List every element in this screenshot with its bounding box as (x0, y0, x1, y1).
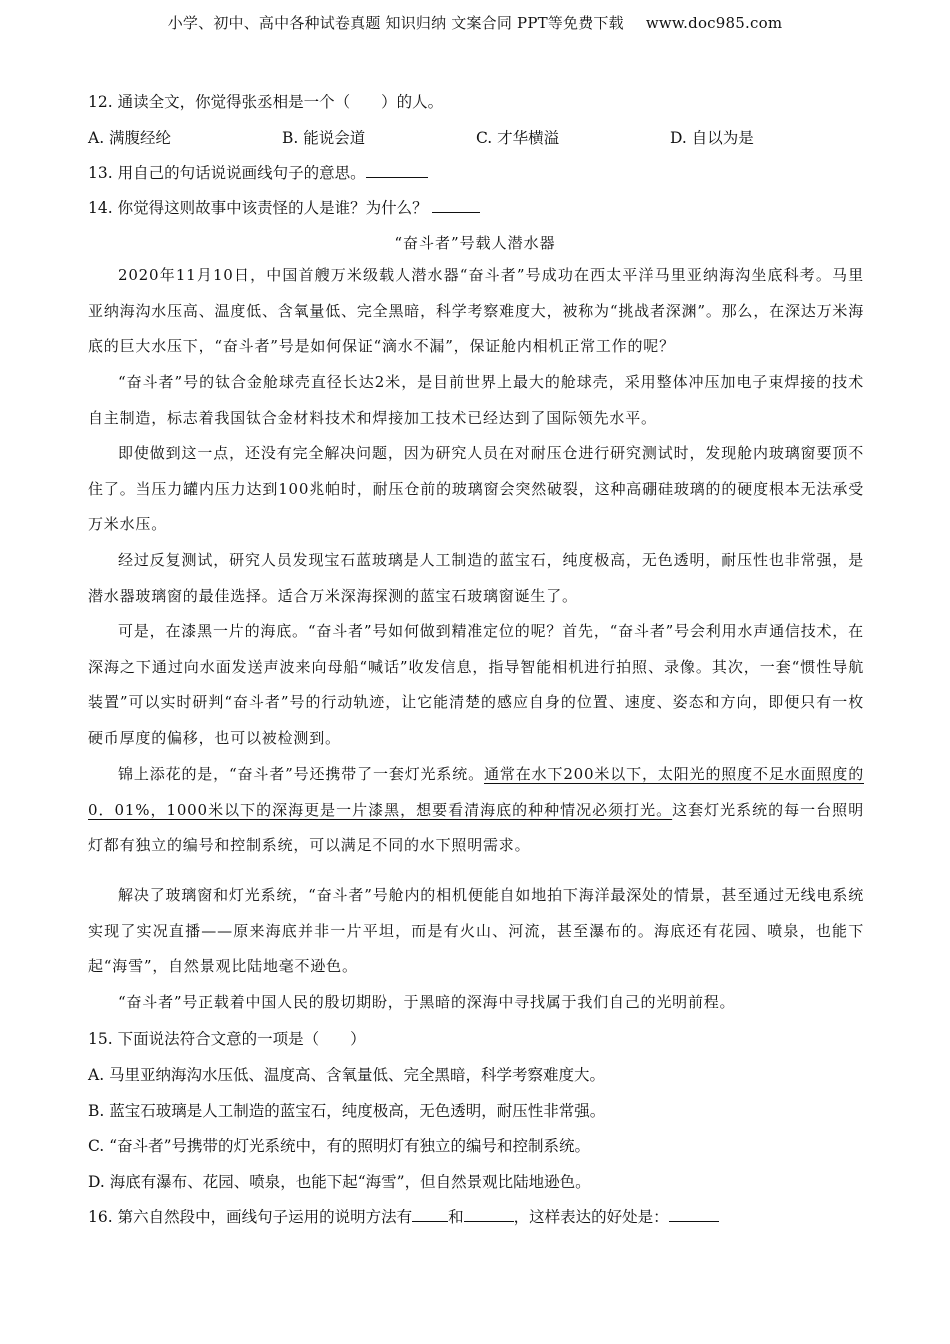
article-paragraph-3: 即使做到这一点，还没有完全解决问题，因为研究人员在对耐压仓进行研究测试时，发现舱内玻璃窗要顶不住了。当压力罐内压力达到100兆帕时，耐压仓前的玻璃窗会突然破裂，这种高硼硅玻璃的的硬度根本无法承受万米水压。 (88, 444, 864, 534)
question-12 (88, 90, 443, 112)
q12-option-d: D. 自以为是 (670, 129, 754, 147)
question-15 (88, 1027, 366, 1049)
article-paragraph-2: “奋斗者”号的钛合金舱球壳直径长达2米，是目前世界上最大的舱球壳，采用整体冲压加电子束焊接的技术自主制造，标志着我国钛合金材料技术和焊接加工技术已经达到了国际领先水平。 (88, 373, 864, 427)
underlined-sentence: 通常在水下200米以下，太阳光的照度不足水面照度的0．01%，1000米以下的深海更是一片漆黑，想要看清海底的种种情况必须打光。 (88, 765, 864, 819)
question-14 (88, 196, 480, 218)
q12-option-a: A. 满腹经纶 (88, 129, 172, 147)
q12-option-b: B. 能说会道 (282, 129, 366, 147)
question-16 (88, 1205, 719, 1227)
question-16-part2: 和 (448, 1208, 464, 1226)
paragraph-6-intro: 锦上添花的是，“奋斗者”号还携带了一套灯光系统。 (118, 765, 485, 783)
question-15-stem: 15. 下面说法符合文意的一项是（ ） (88, 1030, 366, 1048)
article-paragraph-7: 解决了玻璃窗和灯光系统，“奋斗者”号舱内的相机便能自如地拍下海洋最深处的情景，甚至通过无线电系统实现了实况直播——原来海底并非一片平坦，而是有火山、河流，甚至瀑布的。海底还有花园、喷泉，也能下起“海雪”，自然景观比陆地毫不逊色。 (88, 886, 864, 976)
answer-blank (432, 197, 480, 214)
page-header (0, 12, 950, 33)
question-16-part3: ，这样表达的好处是： (513, 1208, 669, 1226)
paragraph-6-tail: 这套灯光系统的每一台照明灯都有独立的编号和控制系统，可以满足不同的水下照明需求。 (88, 800, 864, 855)
q15-option-c: C. “奋斗者”号携带的灯光系统中，有的照明灯有独立的编号和控制系统。 (88, 1137, 591, 1155)
question-12-stem: 12. 通读全文，你觉得张丞相是一个（ ）的人。 (88, 93, 444, 111)
article-paragraph-8: “奋斗者”号正载着中国人民的殷切期盼，于黑暗的深海中寻找属于我们自己的光明前程。 (118, 993, 736, 1011)
article-paragraph-4: 经过反复测试，研究人员发现宝石蓝玻璃是人工制造的蓝宝石，纯度极高，无色透明，耐压性也非常强，是潜水器玻璃窗的最佳选择。适合万米深海探测的蓝宝石玻璃窗诞生了。 (88, 551, 864, 605)
question-16-part1: 16. 第六自然段中，画线句子运用的说明方法有 (88, 1208, 413, 1226)
question-13 (88, 161, 428, 183)
question-14-stem: 14. 你觉得这则故事中该责怪的人是谁？为什么？ (88, 199, 428, 217)
question-13-stem: 13. 用自己的句话说说画线句子的意思。 (88, 164, 366, 182)
q15-option-b: B. 蓝宝石玻璃是人工制造的蓝宝石，纯度极高，无色透明，耐压性非常强。 (88, 1102, 606, 1120)
q15-option-a: A. 马里亚纳海沟水压低、温度高、含氧量低、完全黑暗，科学考察难度大。 (88, 1066, 606, 1084)
answer-blank (464, 1206, 514, 1223)
answer-blank (669, 1206, 719, 1223)
article-paragraph-6 (88, 757, 864, 864)
article-paragraph-1: 2020年11月10日，中国首艘万米级载人潜水器“奋斗者”号成功在西太平洋马里亚纳海沟坐底科考。马里亚纳海沟水压高、温度低、含氧量低、完全黑暗，科学考察难度大，被称为“挑战者深渊”。那么，在深达万米海底的巨大水压下，“奋斗者”号是如何保证“滴水不漏”，保证舱内相机正常工作的呢？ (88, 266, 864, 356)
header-text: 小学、初中、高中各种试卷真题 知识归纳 文案合同 PPT等免费下载 (167, 14, 624, 32)
q12-option-c: C. 才华横溢 (476, 129, 560, 147)
answer-blank (366, 162, 428, 179)
answer-blank (412, 1206, 448, 1223)
q15-option-d: D. 海底有瀑布、花园、喷泉，也能下起“海雪”，但自然景观比陆地逊色。 (88, 1173, 591, 1191)
article-paragraph-5: 可是，在漆黑一片的海底。“奋斗者”号如何做到精准定位的呢？首先，“奋斗者”号会利用水声通信技术，在深海之下通过向水面发送声波来向母船“喊话”收发信息，指导智能相机进行拍照、录像。其次，一套“惯性导航装置”可以实时研判“奋斗者”号的行动轨迹，让它能清楚的感应自身的位置、速度、姿态和方向，即便只有一枚硬币厚度的偏移，也可以被检测到。 (88, 622, 864, 747)
header-site: www.doc985.com (645, 14, 783, 32)
article-title: “奋斗者”号载人潜水器 (394, 234, 556, 252)
